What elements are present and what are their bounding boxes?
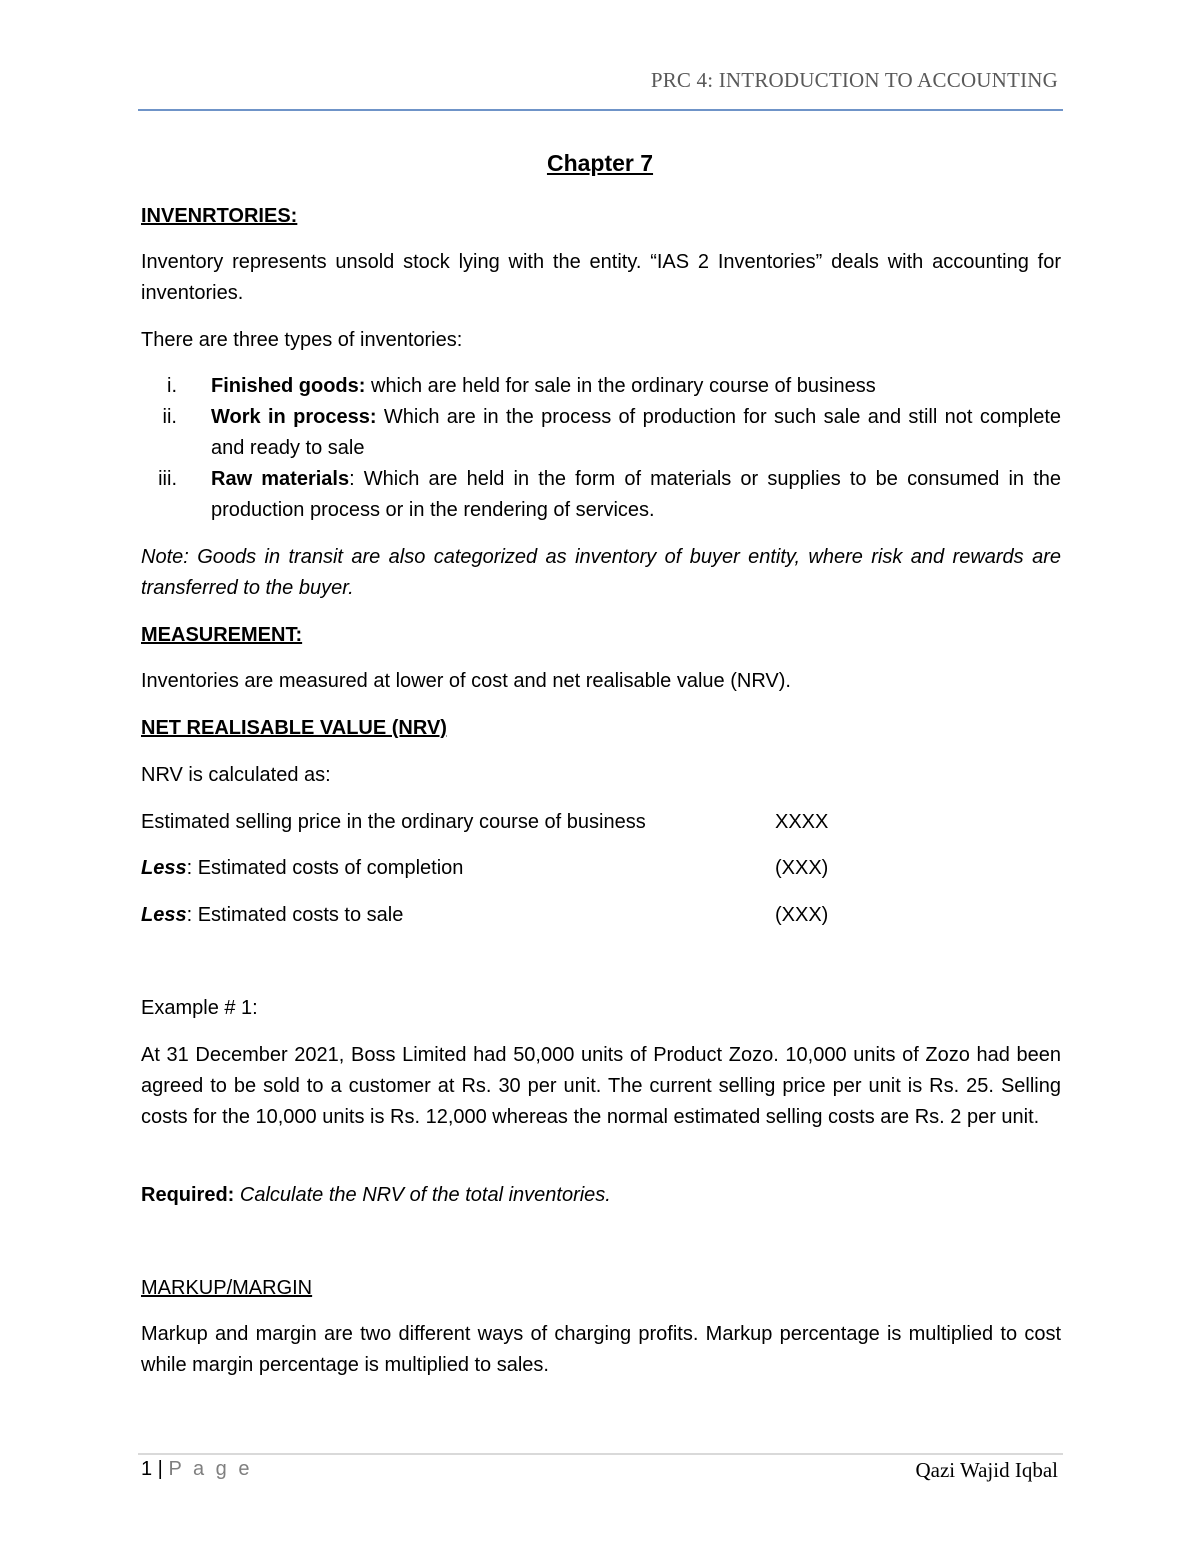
header-divider (138, 109, 1063, 111)
nrv-row-amount: (XXX) (775, 857, 829, 879)
page-number: 1 (141, 1458, 153, 1480)
markup-heading: MARKUP/MARGIN (141, 1277, 313, 1299)
nrv-row-prefix: Less (141, 904, 187, 926)
list-description: which are held for sale in the ordinary course of business (365, 375, 876, 397)
required-label: Required: (141, 1184, 235, 1206)
required-text: Calculate the NRV of the total inventories. (234, 1184, 611, 1206)
page-number-footer (141, 1458, 252, 1481)
example-text: At 31 December 2021, Boss Limited had 50,000 units of Product Zozo. 10,000 units of Zozo had been agreed to be sold to a customer at Rs. 30 per unit. The current selling price per unit is Rs. 25. Selling costs for the 10,000 units is Rs. 12,000 whereas the normal estimated selling costs are Rs. 2 per unit. (141, 1044, 1061, 1128)
author-footer: Qazi Wajid Iqbal (915, 1458, 1058, 1482)
list-number: i. (167, 375, 177, 397)
footer-divider (138, 1453, 1063, 1455)
list-term: Finished goods: (211, 375, 366, 397)
goods-in-transit-note: Note: Goods in transit are also categorized as inventory of buyer entity, where risk and rewards are transferred to the buyer. (141, 546, 1061, 599)
list-term: Work in process: (211, 406, 377, 428)
inventories-intro: Inventory represents unsold stock lying with the entity. “IAS 2 Inventories” deals with accounting for inventories. (141, 251, 1061, 304)
nrv-row-label: : Estimated costs to sale (186, 904, 404, 926)
nrv-row (141, 853, 941, 884)
inventory-types-intro: There are three types of inventories: (141, 329, 463, 351)
list-number: ii. (162, 406, 177, 428)
markup-text: Markup and margin are two different ways of charging profits. Markup percentage is multiplied to cost while margin percentage is multiplied to sales. (141, 1323, 1061, 1376)
nrv-heading: NET REALISABLE VALUE (NRV) (141, 717, 447, 739)
nrv-intro: NRV is calculated as: (141, 764, 331, 786)
page-separator: | (152, 1458, 169, 1480)
nrv-row-label: Estimated selling price in the ordinary course of business (141, 811, 646, 833)
nrv-row (141, 807, 941, 838)
chapter-title: Chapter 7 (546, 150, 654, 176)
measurement-text: Inventories are measured at lower of cost and net realisable value (NRV). (141, 670, 791, 692)
list-description: : Which are held in the form of materials or supplies to be consumed in the production process or in the rendering of services. (211, 468, 1062, 521)
running-header: PRC 4: INTRODUCTION TO ACCOUNTING (650, 68, 1058, 92)
list-text (211, 464, 1061, 526)
nrv-row (141, 900, 941, 931)
measurement-heading: MEASUREMENT: (141, 624, 303, 646)
nrv-row-label: : Estimated costs of completion (186, 857, 464, 879)
list-number: iii. (158, 468, 177, 490)
example-title: Example # 1: (141, 997, 258, 1019)
inventories-heading: INVENRTORIES: (141, 205, 298, 227)
required-line (141, 1180, 1061, 1211)
list-term: Raw materials (211, 468, 350, 490)
page-label: P a g e (168, 1458, 253, 1480)
nrv-row-prefix: Less (141, 857, 187, 879)
nrv-row-amount: (XXX) (775, 904, 829, 926)
list-text (211, 402, 1061, 464)
nrv-row-amount: XXXX (775, 811, 829, 833)
list-text (211, 371, 1061, 402)
list-description: Which are in the process of production for such sale and still not complete and ready to sale (211, 406, 1061, 459)
